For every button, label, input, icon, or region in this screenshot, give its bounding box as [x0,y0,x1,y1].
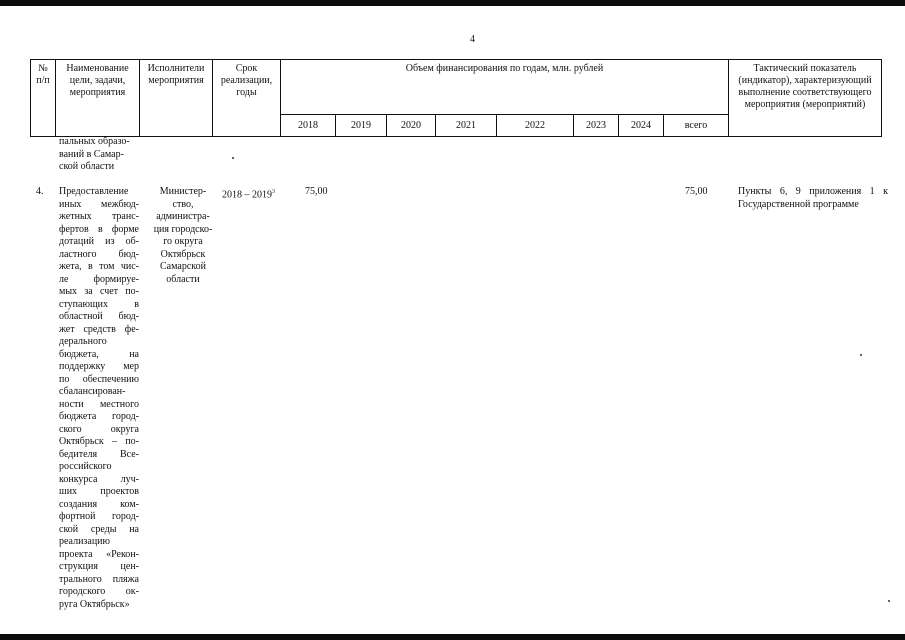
text-line: ского округа [59,423,139,435]
text-line: фортной город- [59,511,139,522]
row-executors [143,186,223,286]
row-indicator [738,186,888,211]
indicator-line: Пункты 6, 9 приложения 1 к [738,186,888,197]
table-header [30,59,882,137]
text-line: администра- [156,211,210,222]
header-year-2024: 2024 [619,115,664,137]
text-line: ластного бюд- [59,248,139,260]
text-line: го округа [163,236,203,247]
text-line: городского ок- [59,586,139,597]
row-period [222,186,275,202]
header-year-2022: 2022 [497,115,574,137]
header-year-2023: 2023 [574,115,619,137]
continuation-line: ской области [59,161,115,172]
text-line: Самарской [160,261,206,272]
header-num: № п/п [31,60,56,137]
header-year-2020: 2020 [387,115,436,137]
header-period: Срок реализации, годы [213,60,281,137]
header-year-2018: 2018 [281,115,336,137]
continuation-text [59,136,139,174]
text-line: ших проектов [59,486,139,497]
header-total: всего [664,115,729,137]
text-line: Октябрьск [160,248,206,260]
text-line: бюджета город- [59,411,139,422]
text-line: ле формируе- [59,273,139,285]
text-line: российского [59,461,112,472]
row-name [59,186,139,611]
row-value-2018: 75,00 [305,186,328,197]
text-line: реализацию [59,536,110,547]
text-line: создания ком- [59,498,139,510]
text-line: конкурса луч- [59,473,139,485]
scan-top-border [0,0,905,6]
text-line: ской среды на [59,523,139,535]
text-line: области [166,273,200,285]
header-name: Наименование цели, задачи, мероприятия [56,60,140,137]
text-line: трального пляжа [59,573,139,585]
text-line: ство, [172,198,194,210]
text-line: мых за счет по- [59,286,139,297]
text-line: бедителя Все- [59,448,139,460]
continuation-line: пальных образо- [59,136,130,147]
indicator-line: Государственной программе [738,198,859,210]
row-value-total: 75,00 [685,186,708,197]
scan-speck [232,157,234,159]
header-financing: Объем финансирования по годам, млн. рублей [281,60,729,115]
text-line: Предоставление [59,186,129,197]
text-line: струкция цен- [59,561,139,572]
page-number: 4 [470,34,475,45]
text-line: поддержку мер [59,361,139,372]
text-line: сбалансирован- [59,386,126,397]
header-year-2019: 2019 [336,115,387,137]
text-line: дерального [59,336,107,347]
scan-speck [888,600,890,602]
scan-speck [860,354,862,356]
text-line: дотаций из об- [59,236,139,247]
text-line: областной бюд- [59,311,139,322]
header-indicator: Тактический показатель (индикатор), характеризующий выполнение соответствующего мероприятия (мероприятий) [729,60,882,137]
text-line: руга Октябрьск» [59,598,130,610]
header-year-2021: 2021 [436,115,497,137]
text-line: по обеспечению [59,373,139,385]
continuation-line: ваний в Самар- [59,148,124,160]
header-executors: Исполнители мероприятия [140,60,213,137]
text-line: ступающих в [59,298,139,310]
text-line: фертов в форме [59,223,139,235]
text-line: бюджета, на [59,348,139,360]
text-line: жетных транс- [59,211,139,222]
text-line: жета, в том чис- [59,261,139,272]
row-period-text: 2018 – 2019 [222,189,272,201]
scan-bottom-border [0,634,905,640]
text-line: проекта «Рекон- [59,548,139,560]
text-line: жет средств фе- [59,323,139,335]
row-period-footnote: 3 [272,189,275,195]
text-line: Министер- [159,186,207,197]
text-line: Октябрьск – по- [59,436,139,447]
text-line: ция городско- [153,223,213,235]
row-number: 4. [36,186,44,197]
text-line: ности местного [59,398,139,410]
text-line: иных межбюд- [59,198,139,210]
